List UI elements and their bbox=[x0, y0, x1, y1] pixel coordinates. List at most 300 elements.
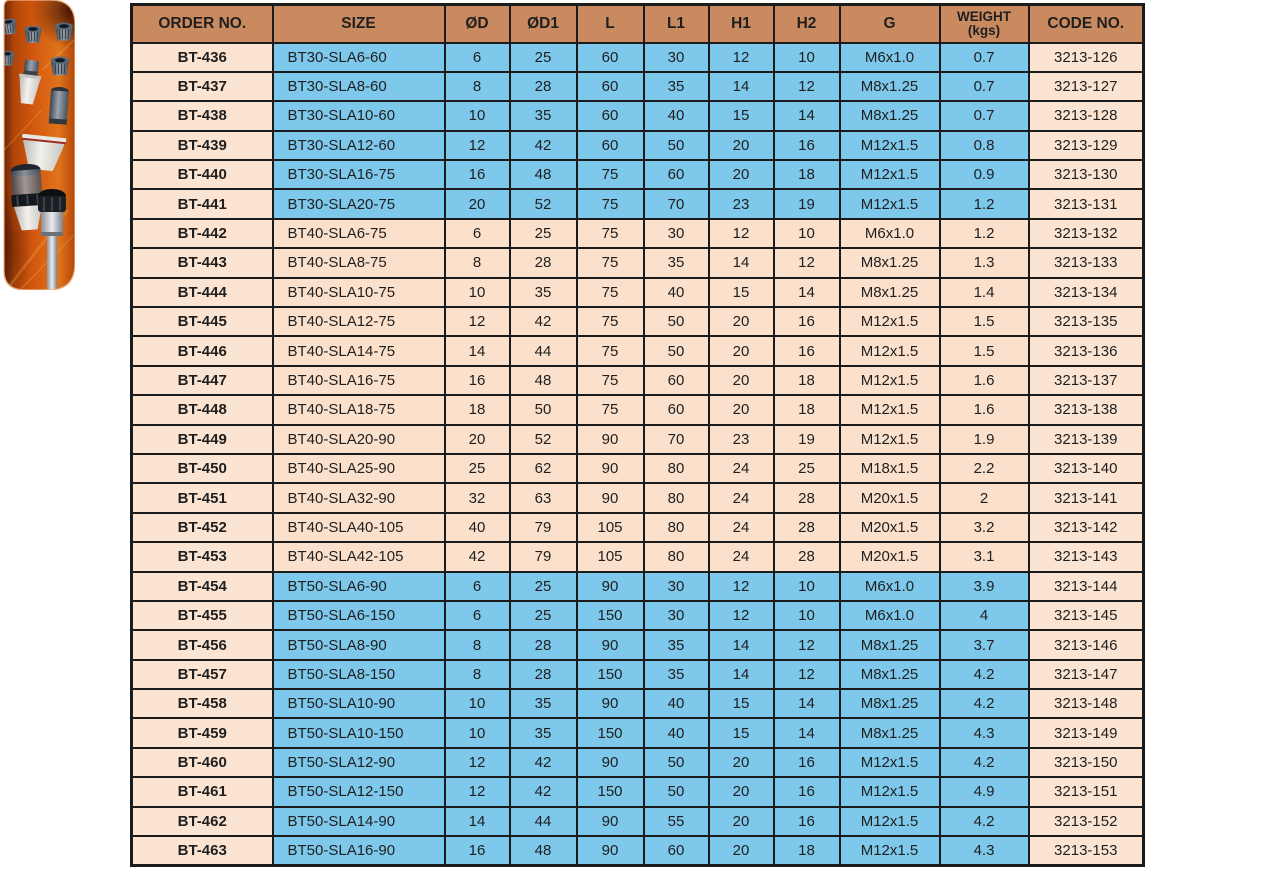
cell-l: 60 bbox=[577, 101, 644, 130]
cell-h1: 12 bbox=[709, 43, 774, 72]
cell-l: 150 bbox=[577, 660, 644, 689]
cell-l: 75 bbox=[577, 395, 644, 424]
product-photo bbox=[2, 0, 75, 290]
cell-d: 6 bbox=[445, 219, 510, 248]
cell-g: M6x1.0 bbox=[840, 43, 940, 72]
cell-l1: 60 bbox=[644, 395, 709, 424]
cell-l: 90 bbox=[577, 454, 644, 483]
cell-d1: 28 bbox=[510, 248, 577, 277]
cell-order: BT-445 bbox=[132, 307, 273, 336]
cell-l1: 35 bbox=[644, 248, 709, 277]
cell-d: 16 bbox=[445, 160, 510, 189]
cell-h2: 18 bbox=[774, 836, 840, 865]
collet-chucks-photo-illustration bbox=[2, 0, 75, 290]
cell-l: 150 bbox=[577, 718, 644, 747]
header-row bbox=[132, 5, 1144, 43]
table-body bbox=[132, 43, 1144, 866]
column-header-h1: H1 bbox=[709, 5, 774, 43]
cell-g: M6x1.0 bbox=[840, 572, 940, 601]
cell-l1: 30 bbox=[644, 219, 709, 248]
cell-g: M8x1.25 bbox=[840, 101, 940, 130]
cell-h1: 15 bbox=[709, 718, 774, 747]
cell-order: BT-458 bbox=[132, 689, 273, 718]
cell-weight: 3.1 bbox=[940, 542, 1029, 571]
cell-code: 3213-126 bbox=[1029, 43, 1144, 72]
cell-h2: 19 bbox=[774, 425, 840, 454]
cell-code: 3213-133 bbox=[1029, 248, 1144, 277]
cell-d1: 28 bbox=[510, 72, 577, 101]
column-header-size: SIZE bbox=[273, 5, 445, 43]
cell-order: BT-436 bbox=[132, 43, 273, 72]
cell-g: M12x1.5 bbox=[840, 189, 940, 218]
cell-d1: 25 bbox=[510, 219, 577, 248]
cell-h2: 16 bbox=[774, 777, 840, 806]
cell-h2: 14 bbox=[774, 718, 840, 747]
cell-weight: 3.7 bbox=[940, 630, 1029, 659]
cell-h2: 12 bbox=[774, 72, 840, 101]
cell-h2: 12 bbox=[774, 630, 840, 659]
cell-d: 10 bbox=[445, 101, 510, 130]
cell-g: M12x1.5 bbox=[840, 807, 940, 836]
cell-size: BT40-SLA14-75 bbox=[273, 336, 445, 365]
cell-l1: 40 bbox=[644, 718, 709, 747]
cell-d: 8 bbox=[445, 72, 510, 101]
cell-l1: 60 bbox=[644, 160, 709, 189]
table-row bbox=[132, 43, 1144, 72]
cell-h1: 24 bbox=[709, 513, 774, 542]
column-header-h2: H2 bbox=[774, 5, 840, 43]
cell-code: 3213-139 bbox=[1029, 425, 1144, 454]
cell-g: M6x1.0 bbox=[840, 601, 940, 630]
cell-h1: 20 bbox=[709, 836, 774, 865]
cell-l: 90 bbox=[577, 483, 644, 512]
cell-size: BT50-SLA14-90 bbox=[273, 807, 445, 836]
cell-d: 12 bbox=[445, 777, 510, 806]
cell-d: 10 bbox=[445, 689, 510, 718]
cell-h1: 20 bbox=[709, 160, 774, 189]
cell-code: 3213-131 bbox=[1029, 189, 1144, 218]
table-row bbox=[132, 160, 1144, 189]
table-row bbox=[132, 395, 1144, 424]
cell-h1: 14 bbox=[709, 660, 774, 689]
cell-l1: 70 bbox=[644, 189, 709, 218]
cell-h2: 10 bbox=[774, 43, 840, 72]
cell-g: M12x1.5 bbox=[840, 160, 940, 189]
cell-code: 3213-147 bbox=[1029, 660, 1144, 689]
cell-l: 90 bbox=[577, 807, 644, 836]
cell-l1: 55 bbox=[644, 807, 709, 836]
cell-d1: 28 bbox=[510, 660, 577, 689]
cell-code: 3213-127 bbox=[1029, 72, 1144, 101]
cell-g: M12x1.5 bbox=[840, 836, 940, 865]
cell-l1: 40 bbox=[644, 689, 709, 718]
cell-l1: 60 bbox=[644, 836, 709, 865]
cell-h1: 20 bbox=[709, 307, 774, 336]
cell-d: 25 bbox=[445, 454, 510, 483]
cell-order: BT-449 bbox=[132, 425, 273, 454]
table-row bbox=[132, 513, 1144, 542]
cell-d: 12 bbox=[445, 748, 510, 777]
cell-h2: 28 bbox=[774, 513, 840, 542]
cell-size: BT50-SLA12-90 bbox=[273, 748, 445, 777]
cell-h2: 14 bbox=[774, 101, 840, 130]
cell-weight: 4.2 bbox=[940, 748, 1029, 777]
cell-g: M8x1.25 bbox=[840, 278, 940, 307]
cell-order: BT-451 bbox=[132, 483, 273, 512]
cell-code: 3213-140 bbox=[1029, 454, 1144, 483]
cell-order: BT-454 bbox=[132, 572, 273, 601]
cell-l1: 30 bbox=[644, 572, 709, 601]
cell-h2: 16 bbox=[774, 807, 840, 836]
cell-code: 3213-143 bbox=[1029, 542, 1144, 571]
cell-code: 3213-146 bbox=[1029, 630, 1144, 659]
cell-weight: 0.7 bbox=[940, 43, 1029, 72]
cell-d1: 25 bbox=[510, 43, 577, 72]
cell-d1: 62 bbox=[510, 454, 577, 483]
cell-order: BT-442 bbox=[132, 219, 273, 248]
cell-d1: 52 bbox=[510, 189, 577, 218]
cell-g: M20x1.5 bbox=[840, 483, 940, 512]
table-row bbox=[132, 101, 1144, 130]
cell-g: M6x1.0 bbox=[840, 219, 940, 248]
cell-l1: 40 bbox=[644, 278, 709, 307]
cell-h1: 20 bbox=[709, 777, 774, 806]
cell-d1: 79 bbox=[510, 542, 577, 571]
cell-h2: 25 bbox=[774, 454, 840, 483]
cell-l1: 35 bbox=[644, 72, 709, 101]
cell-order: BT-452 bbox=[132, 513, 273, 542]
cell-order: BT-446 bbox=[132, 336, 273, 365]
table-row bbox=[132, 336, 1144, 365]
cell-g: M8x1.25 bbox=[840, 689, 940, 718]
cell-size: BT40-SLA16-75 bbox=[273, 366, 445, 395]
cell-order: BT-437 bbox=[132, 72, 273, 101]
cell-l: 105 bbox=[577, 542, 644, 571]
cell-size: BT40-SLA42-105 bbox=[273, 542, 445, 571]
cell-h2: 28 bbox=[774, 483, 840, 512]
cell-size: BT30-SLA6-60 bbox=[273, 43, 445, 72]
cell-h1: 14 bbox=[709, 630, 774, 659]
cell-size: BT50-SLA8-150 bbox=[273, 660, 445, 689]
cell-l: 60 bbox=[577, 43, 644, 72]
cell-h1: 23 bbox=[709, 425, 774, 454]
table-row bbox=[132, 660, 1144, 689]
cell-d: 6 bbox=[445, 43, 510, 72]
cell-h2: 16 bbox=[774, 307, 840, 336]
cell-h1: 24 bbox=[709, 454, 774, 483]
cell-code: 3213-152 bbox=[1029, 807, 1144, 836]
cell-l1: 35 bbox=[644, 630, 709, 659]
cell-order: BT-447 bbox=[132, 366, 273, 395]
cell-size: BT40-SLA6-75 bbox=[273, 219, 445, 248]
cell-order: BT-439 bbox=[132, 131, 273, 160]
cell-code: 3213-138 bbox=[1029, 395, 1144, 424]
cell-code: 3213-128 bbox=[1029, 101, 1144, 130]
cell-h2: 19 bbox=[774, 189, 840, 218]
cell-d: 12 bbox=[445, 131, 510, 160]
cell-code: 3213-134 bbox=[1029, 278, 1144, 307]
cell-weight: 4 bbox=[940, 601, 1029, 630]
cell-g: M8x1.25 bbox=[840, 72, 940, 101]
cell-size: BT50-SLA10-150 bbox=[273, 718, 445, 747]
cell-g: M20x1.5 bbox=[840, 542, 940, 571]
cell-d1: 48 bbox=[510, 160, 577, 189]
cell-l: 75 bbox=[577, 248, 644, 277]
cell-l: 90 bbox=[577, 572, 644, 601]
cell-order: BT-457 bbox=[132, 660, 273, 689]
table-row bbox=[132, 425, 1144, 454]
cell-h2: 14 bbox=[774, 689, 840, 718]
cell-code: 3213-141 bbox=[1029, 483, 1144, 512]
table-row bbox=[132, 689, 1144, 718]
cell-weight: 3.9 bbox=[940, 572, 1029, 601]
cell-d: 10 bbox=[445, 278, 510, 307]
cell-size: BT50-SLA8-90 bbox=[273, 630, 445, 659]
cell-size: BT40-SLA10-75 bbox=[273, 278, 445, 307]
cell-order: BT-438 bbox=[132, 101, 273, 130]
cell-weight: 1.4 bbox=[940, 278, 1029, 307]
cell-h1: 20 bbox=[709, 366, 774, 395]
column-header-weight: WEIGHT (kgs) bbox=[940, 5, 1029, 43]
cell-code: 3213-142 bbox=[1029, 513, 1144, 542]
cell-d: 8 bbox=[445, 630, 510, 659]
cell-d1: 52 bbox=[510, 425, 577, 454]
cell-d1: 35 bbox=[510, 689, 577, 718]
cell-order: BT-443 bbox=[132, 248, 273, 277]
cell-order: BT-441 bbox=[132, 189, 273, 218]
cell-d1: 35 bbox=[510, 718, 577, 747]
cell-d: 14 bbox=[445, 807, 510, 836]
cell-h1: 24 bbox=[709, 483, 774, 512]
cell-h1: 14 bbox=[709, 72, 774, 101]
cell-d1: 79 bbox=[510, 513, 577, 542]
table-row bbox=[132, 454, 1144, 483]
cell-size: BT50-SLA12-150 bbox=[273, 777, 445, 806]
cell-d: 6 bbox=[445, 601, 510, 630]
cell-h1: 15 bbox=[709, 278, 774, 307]
cell-h1: 12 bbox=[709, 219, 774, 248]
table-row bbox=[132, 366, 1144, 395]
column-header-d: ØD bbox=[445, 5, 510, 43]
table-row bbox=[132, 572, 1144, 601]
cell-weight: 1.5 bbox=[940, 307, 1029, 336]
cell-d1: 48 bbox=[510, 836, 577, 865]
cell-d1: 44 bbox=[510, 807, 577, 836]
cell-l1: 50 bbox=[644, 777, 709, 806]
cell-l: 90 bbox=[577, 836, 644, 865]
cell-d: 18 bbox=[445, 395, 510, 424]
cell-size: BT40-SLA32-90 bbox=[273, 483, 445, 512]
cell-h2: 18 bbox=[774, 395, 840, 424]
cell-h2: 16 bbox=[774, 336, 840, 365]
cell-l: 105 bbox=[577, 513, 644, 542]
cell-size: BT50-SLA6-90 bbox=[273, 572, 445, 601]
table-row bbox=[132, 542, 1144, 571]
cell-h1: 23 bbox=[709, 189, 774, 218]
cell-d1: 35 bbox=[510, 101, 577, 130]
cell-weight: 1.2 bbox=[940, 189, 1029, 218]
cell-code: 3213-145 bbox=[1029, 601, 1144, 630]
cell-d: 10 bbox=[445, 718, 510, 747]
cell-l1: 50 bbox=[644, 307, 709, 336]
cell-d1: 42 bbox=[510, 777, 577, 806]
table-row bbox=[132, 807, 1144, 836]
cell-order: BT-450 bbox=[132, 454, 273, 483]
cell-l1: 50 bbox=[644, 336, 709, 365]
cell-l: 150 bbox=[577, 601, 644, 630]
cell-d: 42 bbox=[445, 542, 510, 571]
cell-d1: 50 bbox=[510, 395, 577, 424]
cell-size: BT40-SLA8-75 bbox=[273, 248, 445, 277]
table-row bbox=[132, 836, 1144, 865]
cell-l: 90 bbox=[577, 425, 644, 454]
cell-g: M8x1.25 bbox=[840, 248, 940, 277]
cell-size: BT40-SLA20-90 bbox=[273, 425, 445, 454]
cell-h1: 20 bbox=[709, 748, 774, 777]
cell-d1: 42 bbox=[510, 307, 577, 336]
cell-h2: 10 bbox=[774, 601, 840, 630]
cell-size: BT50-SLA10-90 bbox=[273, 689, 445, 718]
cell-d1: 44 bbox=[510, 336, 577, 365]
cell-g: M20x1.5 bbox=[840, 513, 940, 542]
cell-size: BT50-SLA16-90 bbox=[273, 836, 445, 865]
cell-l: 150 bbox=[577, 777, 644, 806]
cell-h1: 15 bbox=[709, 101, 774, 130]
cell-h2: 28 bbox=[774, 542, 840, 571]
cell-size: BT30-SLA10-60 bbox=[273, 101, 445, 130]
cell-g: M8x1.25 bbox=[840, 718, 940, 747]
cell-code: 3213-136 bbox=[1029, 336, 1144, 365]
cell-order: BT-463 bbox=[132, 836, 273, 865]
cell-d: 6 bbox=[445, 572, 510, 601]
cell-h1: 20 bbox=[709, 807, 774, 836]
cell-order: BT-453 bbox=[132, 542, 273, 571]
column-header-code: CODE NO. bbox=[1029, 5, 1144, 43]
cell-weight: 1.6 bbox=[940, 366, 1029, 395]
catalog-table bbox=[130, 3, 1145, 867]
cell-d1: 48 bbox=[510, 366, 577, 395]
table-row bbox=[132, 630, 1144, 659]
cell-g: M12x1.5 bbox=[840, 425, 940, 454]
cell-l1: 50 bbox=[644, 131, 709, 160]
cell-weight: 2 bbox=[940, 483, 1029, 512]
cell-code: 3213-132 bbox=[1029, 219, 1144, 248]
cell-h2: 16 bbox=[774, 748, 840, 777]
cell-g: M12x1.5 bbox=[840, 395, 940, 424]
cell-l1: 35 bbox=[644, 660, 709, 689]
cell-size: BT40-SLA40-105 bbox=[273, 513, 445, 542]
column-header-order: ORDER NO. bbox=[132, 5, 273, 43]
cell-weight: 4.3 bbox=[940, 836, 1029, 865]
table-row bbox=[132, 718, 1144, 747]
cell-order: BT-448 bbox=[132, 395, 273, 424]
cell-l: 60 bbox=[577, 131, 644, 160]
cell-g: M8x1.25 bbox=[840, 660, 940, 689]
cell-order: BT-459 bbox=[132, 718, 273, 747]
cell-h2: 12 bbox=[774, 248, 840, 277]
cell-weight: 0.8 bbox=[940, 131, 1029, 160]
cell-d1: 25 bbox=[510, 572, 577, 601]
cell-g: M12x1.5 bbox=[840, 131, 940, 160]
cell-h2: 16 bbox=[774, 131, 840, 160]
cell-d1: 42 bbox=[510, 748, 577, 777]
table-row bbox=[132, 189, 1144, 218]
cell-order: BT-456 bbox=[132, 630, 273, 659]
cell-d1: 35 bbox=[510, 278, 577, 307]
cell-order: BT-444 bbox=[132, 278, 273, 307]
cell-h2: 14 bbox=[774, 278, 840, 307]
cell-g: M12x1.5 bbox=[840, 366, 940, 395]
cell-h1: 20 bbox=[709, 336, 774, 365]
cell-g: M12x1.5 bbox=[840, 777, 940, 806]
cell-weight: 1.5 bbox=[940, 336, 1029, 365]
cell-weight: 4.9 bbox=[940, 777, 1029, 806]
cell-l: 75 bbox=[577, 366, 644, 395]
cell-d: 8 bbox=[445, 660, 510, 689]
cell-size: BT30-SLA12-60 bbox=[273, 131, 445, 160]
cell-h2: 18 bbox=[774, 366, 840, 395]
cell-weight: 0.7 bbox=[940, 72, 1029, 101]
cell-size: BT40-SLA12-75 bbox=[273, 307, 445, 336]
cell-d1: 42 bbox=[510, 131, 577, 160]
cell-l: 75 bbox=[577, 278, 644, 307]
column-header-l: L bbox=[577, 5, 644, 43]
cell-l: 75 bbox=[577, 189, 644, 218]
cell-g: M8x1.25 bbox=[840, 630, 940, 659]
table-row bbox=[132, 72, 1144, 101]
cell-l1: 80 bbox=[644, 542, 709, 571]
cell-d1: 63 bbox=[510, 483, 577, 512]
cell-weight: 4.2 bbox=[940, 807, 1029, 836]
cell-h2: 12 bbox=[774, 660, 840, 689]
cell-l: 90 bbox=[577, 689, 644, 718]
table-row bbox=[132, 248, 1144, 277]
cell-d: 40 bbox=[445, 513, 510, 542]
cell-order: BT-461 bbox=[132, 777, 273, 806]
cell-l: 75 bbox=[577, 219, 644, 248]
cell-g: M12x1.5 bbox=[840, 307, 940, 336]
cell-weight: 1.2 bbox=[940, 219, 1029, 248]
column-header-d1: ØD1 bbox=[510, 5, 577, 43]
cell-code: 3213-130 bbox=[1029, 160, 1144, 189]
cell-h1: 20 bbox=[709, 395, 774, 424]
cell-code: 3213-153 bbox=[1029, 836, 1144, 865]
cell-l1: 30 bbox=[644, 43, 709, 72]
cell-d: 20 bbox=[445, 425, 510, 454]
cell-weight: 2.2 bbox=[940, 454, 1029, 483]
cell-code: 3213-148 bbox=[1029, 689, 1144, 718]
cell-l: 90 bbox=[577, 630, 644, 659]
cell-d1: 28 bbox=[510, 630, 577, 659]
cell-h1: 15 bbox=[709, 689, 774, 718]
cell-g: M12x1.5 bbox=[840, 336, 940, 365]
cell-h1: 24 bbox=[709, 542, 774, 571]
cell-order: BT-462 bbox=[132, 807, 273, 836]
cell-l1: 30 bbox=[644, 601, 709, 630]
cell-l1: 70 bbox=[644, 425, 709, 454]
cell-d: 16 bbox=[445, 366, 510, 395]
cell-h1: 12 bbox=[709, 572, 774, 601]
cell-l1: 60 bbox=[644, 366, 709, 395]
cell-weight: 1.9 bbox=[940, 425, 1029, 454]
cell-weight: 4.2 bbox=[940, 660, 1029, 689]
column-header-g: G bbox=[840, 5, 940, 43]
table-row bbox=[132, 131, 1144, 160]
table-row bbox=[132, 601, 1144, 630]
cell-code: 3213-144 bbox=[1029, 572, 1144, 601]
column-header-l1: L1 bbox=[644, 5, 709, 43]
cell-d: 20 bbox=[445, 189, 510, 218]
